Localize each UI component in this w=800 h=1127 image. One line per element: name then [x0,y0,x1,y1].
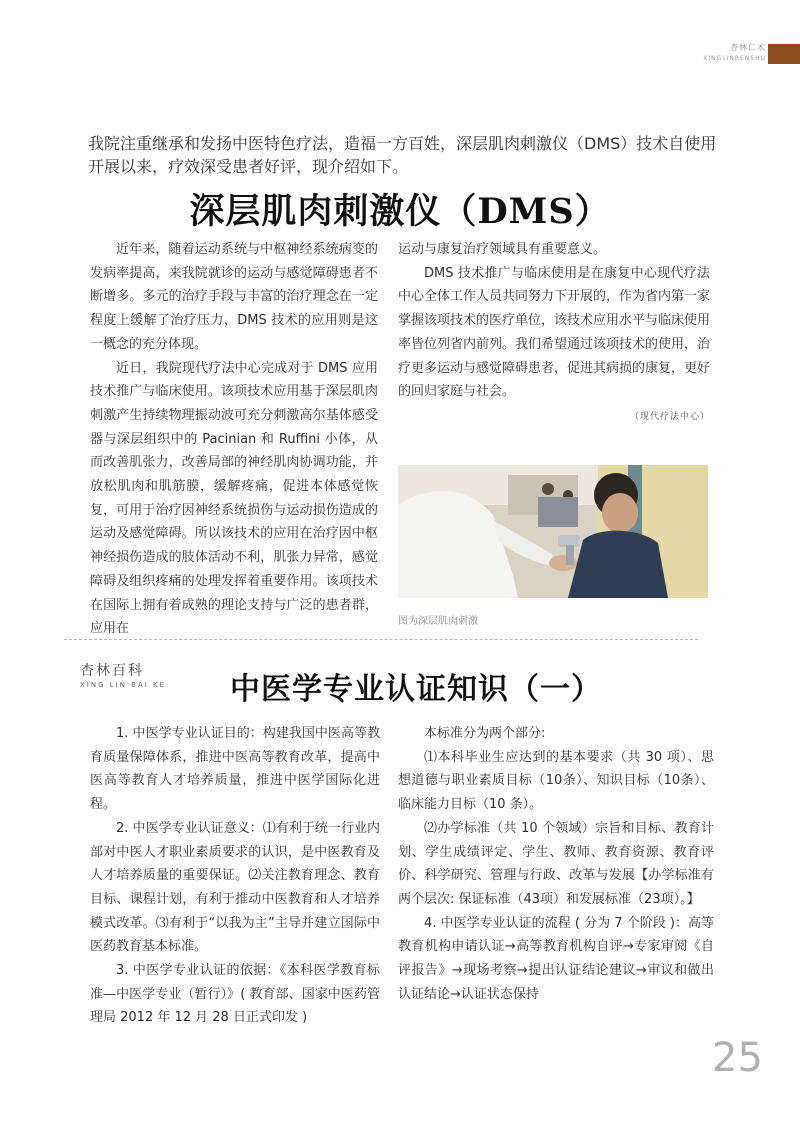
column-header-cn: 杏林仁术 [730,43,766,52]
article2-paragraph: 1. 中医学专业认证目的：构建我国中医高等教育质量保障体系，推进中医高等教育改革，提高中医高等教育人才培养质量，推进中医学国际化进程。 [90,726,380,813]
section-divider [64,639,698,640]
page-number: 25 [712,1035,763,1081]
article1-signature: （现代疗法中心） [629,411,710,422]
section-label-cn: 杏林百科 [80,663,144,679]
article2-paragraph: 2. 中医学专业认证意义：⑴有利于统一行业内部对中医人才职业素质要求的认识，是中医教育及人才培养质量的重要保证。⑵关注教育理念、教育目标、课程计划，有利于推动中医教育和人才培养模式改革。⑶有利于“以我为主”主导并建立国际中医药教育基本标准。 [90,820,380,955]
article1-paragraph: 运动与康复治疗领域具有重要意义。 [398,242,607,257]
article2-column-left [90,722,380,1030]
article2-paragraph: ⑴本科毕业生应达到的基本要求（共 30 项）、思想道德与职业素质目标（10条）、知识目标（10条）、临床能力目标（10 条）。 [398,749,714,813]
article1-column-right [398,238,710,430]
article1-paragraph: DMS 技术推广与临床使用是在康复中心现代疗法中心全体工作人员共同努力下开展的，作为省内第一家掌握该项技术的医疗单位，该技术应用水平与临床使用率皆位列省内前列。我们希望通过该项技术的使用，治疗更多运动与感觉障碍患者，促进其病损的康复，更好的回归家庭与社会。 [398,265,711,400]
article2-paragraph: 本标准分为两个部分: [424,726,546,741]
dms-photo-illustration [398,465,708,598]
article1-paragraph: 近日，我院现代疗法中心完成对于 DMS 应用技术推广与临床使用。该项技术应用基于深层肌肉刺激产生持续物理振动波可充分刺激高尔基体感受器与深层组织中的 Pacinian 和 Ruffini 小体，从而改善肌张力，改善局部的神经肌肉协调功能，并放松肌肉和肌筋膜，缓解疼痛，促进本体感觉恢复，可用于治疗因神经系统损伤与运动损伤造成的运动及感觉障碍。所以该技术的应用在治疗因中枢神经损伤造成的肢体活动不利，肌张力异常，感觉障碍及组织疼痛的处理发挥着重要作用。该项技术在国际上拥有着成熟的理论支持与广泛的患者群，应用在 [90,360,378,637]
article-title-tcm-certification: 中医学专业认证知识（一） [230,672,602,707]
photo-caption: 图为深层肌肉刺激 [398,616,478,627]
intro-paragraph: 我院注重继承和发扬中医特色疗法，造福一方百姓，深层肌肉刺激仪（DMS）技术自使用开展以来，疗效深受患者好评，现介绍如下。 [88,134,717,176]
article-title-dms: 深层肌肉刺激仪（DMS） [189,191,611,232]
article1-column-left [90,238,378,641]
article1-paragraph: 近年来，随着运动系统与中枢神经系统病变的发病率提高，来我院就诊的运动与感觉障碍患者不断增多。多元的治疗手段与丰富的治疗理念在一定程度上缓解了治疗压力，DMS 技术的应用则是这一概念的充分体现。 [90,242,378,352]
article2-paragraph: ⑵办学标准（共 10 个领域）宗旨和目标、教育计划、学生成绩评定、学生、教师、教育资源、教育评价、科学研究、管理与行政、改革与发展【办学标准有两个层次: 保证标准（43项）和发展标准（23项）。】 [398,820,714,907]
column-header-en: XINGLINRENSHU [703,55,766,62]
section-label-en: XING LIN BAI KE [80,681,167,689]
header-color-tab [768,44,800,64]
article2-column-right [398,722,714,1006]
article2-paragraph: 4. 中医学专业认证的流程 ( 分为 7 个阶段 )：高等教育机构申请认证→高等教育机构自评→专家审阅《自评报告》→现场考察→提出认证结论建议→审议和做出认证结论→认证状态保持 [398,915,714,1002]
article2-paragraph: 3. 中医学专业认证的依据：《本科医学教育标准—中医学专业（暂行）》( 教育部、国家中医药管理局 2012 年 12 月 28 日正式印发 ) [90,963,380,1026]
dms-treatment-photo [398,465,708,598]
